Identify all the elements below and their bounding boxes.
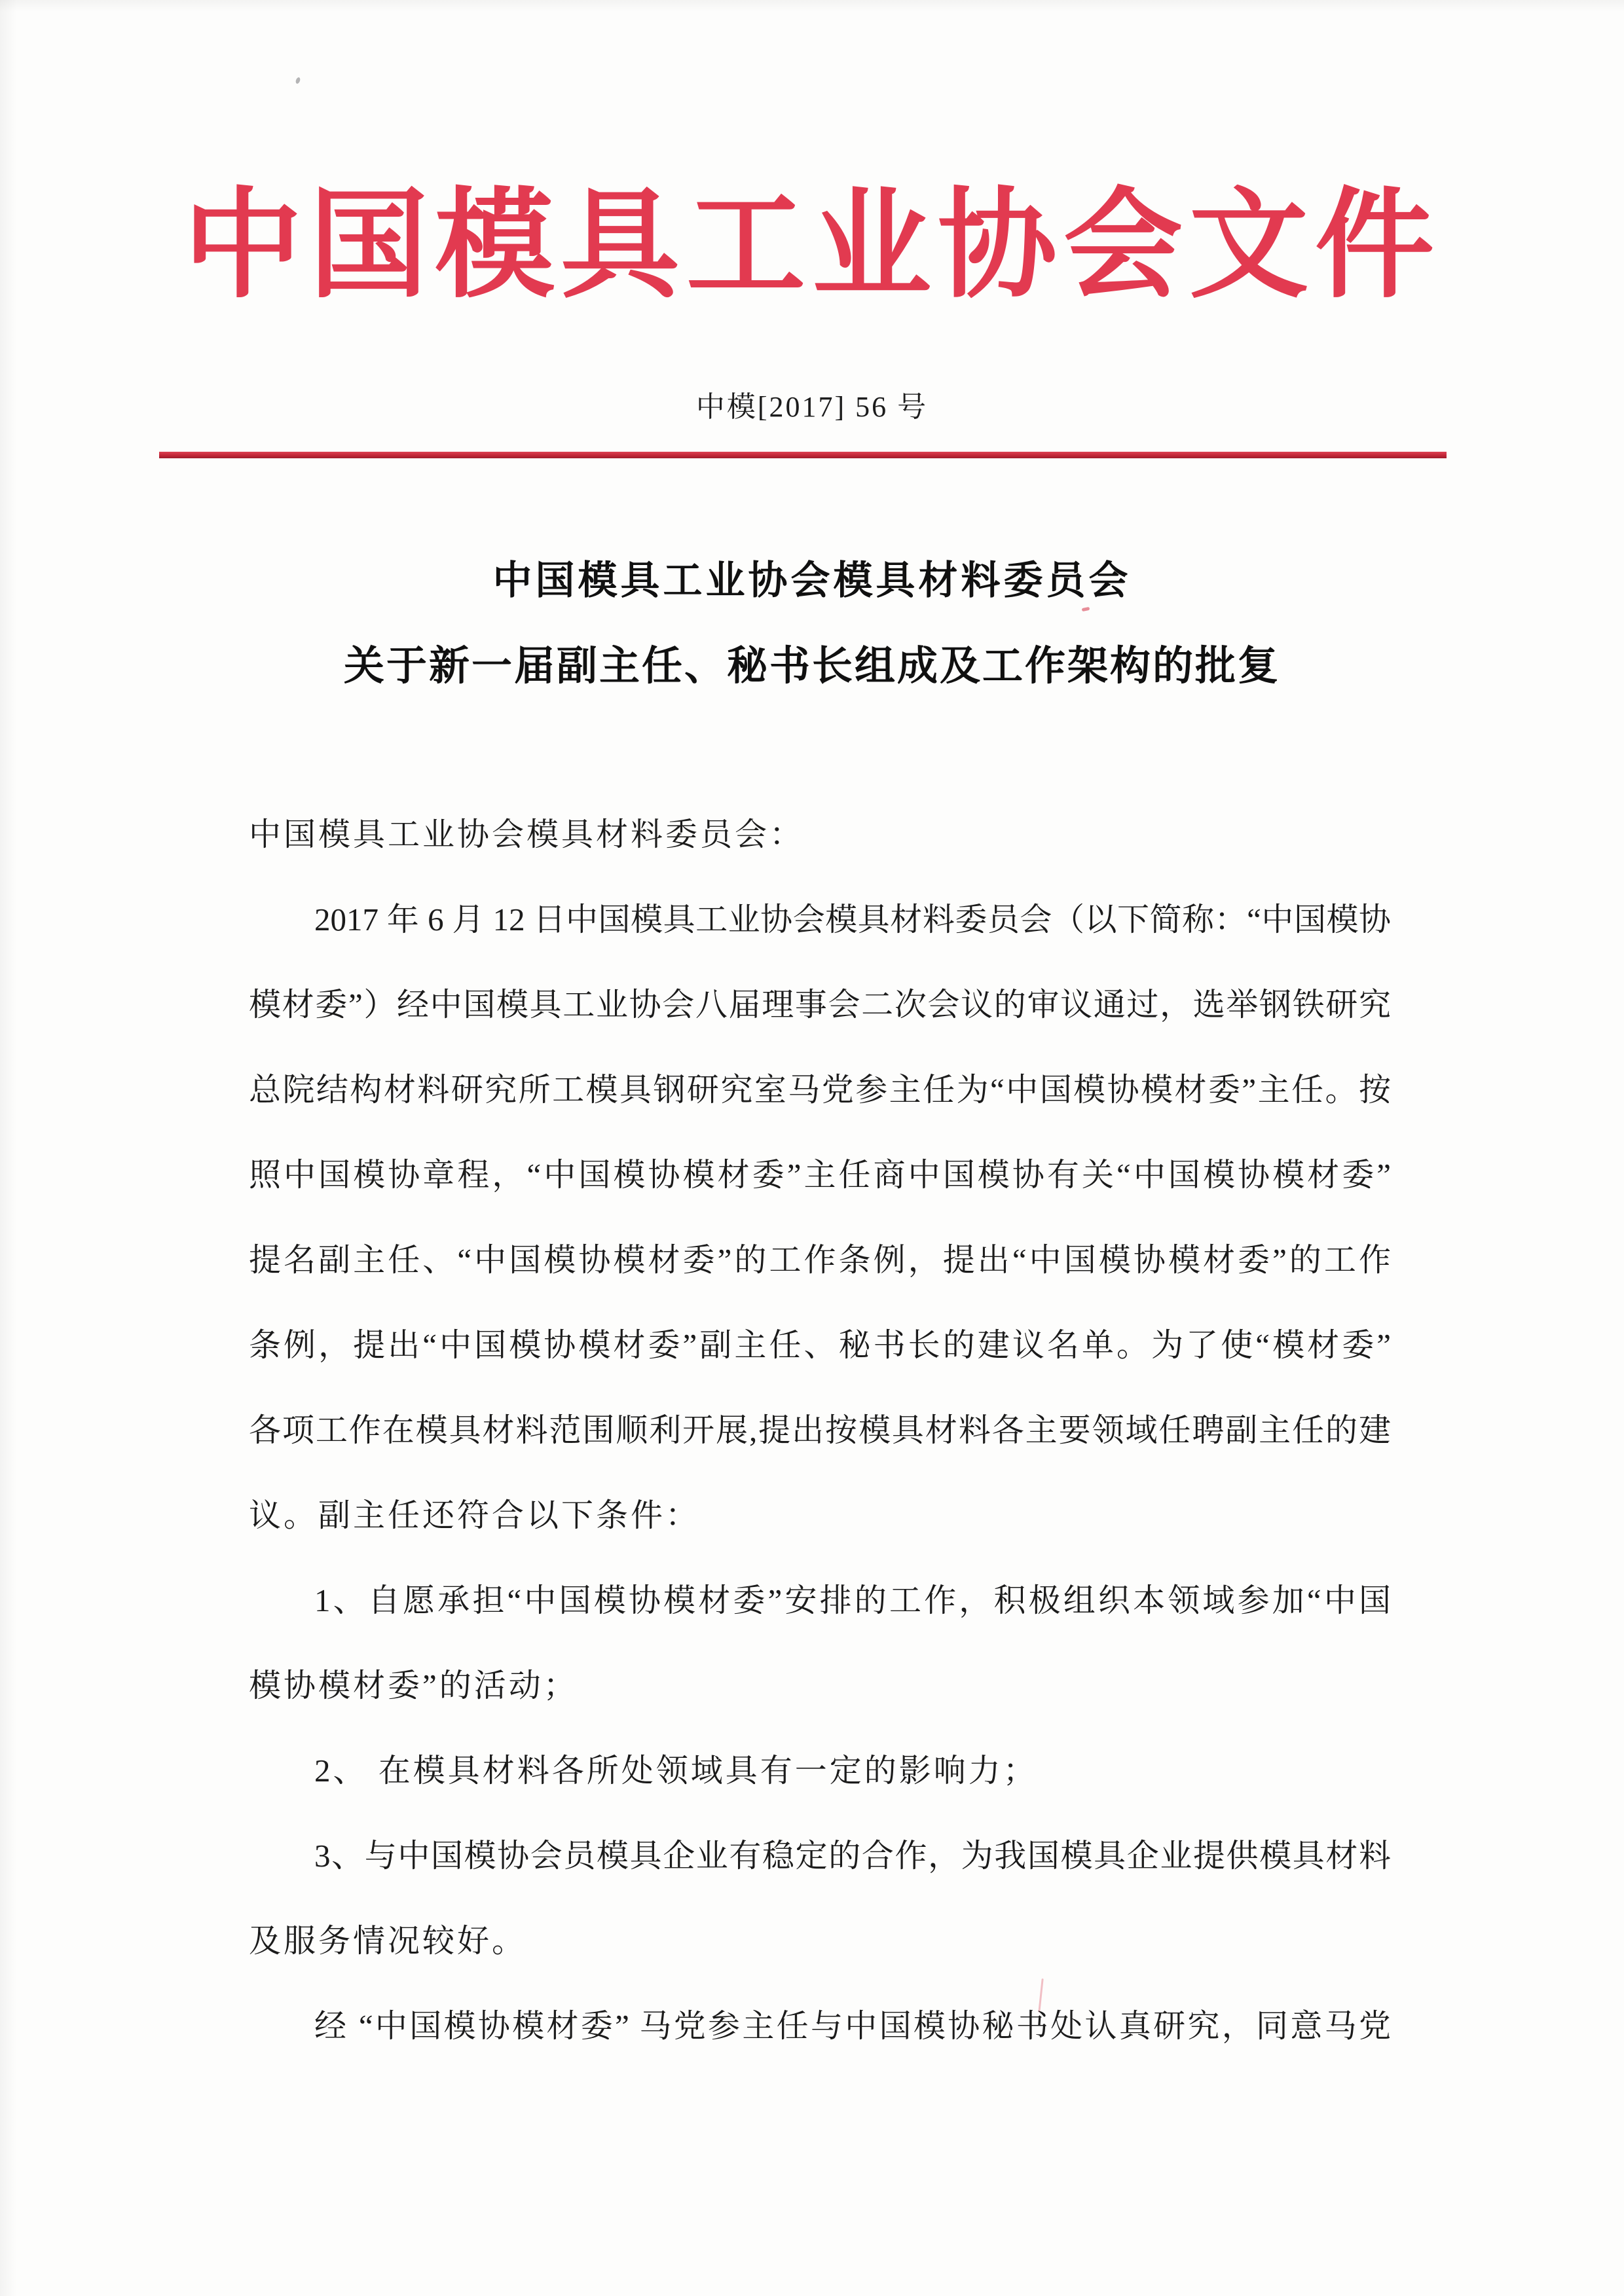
red-divider-line bbox=[159, 452, 1447, 458]
salutation-line: 中国模具工业协会模具材料委员会： bbox=[249, 816, 805, 852]
body-line: 议。副主任还符合以下条件： bbox=[249, 1497, 701, 1533]
body-line: 2017 年 6 月 12 日中国模具工业协会模具材料委员会（以下简称：“中国模协 bbox=[314, 902, 1391, 938]
body-line: 条例，提出“中国模协模材委”副主任、秘书长的建议名单。为了使“模材委” bbox=[249, 1327, 1391, 1363]
body-line: 及服务情况较好。 bbox=[249, 1923, 527, 1959]
body-line: 2、 在模具材料各所处领域具有一定的影响力； bbox=[314, 1753, 1038, 1789]
scan-edge-shade-top bbox=[0, 0, 1624, 12]
document-title-line2: 关于新一届副主任、秘书长组成及工作架构的批复 bbox=[343, 644, 1280, 689]
body-line: 提名副主任、“中国模协模材委”的工作条例，提出“中国模协模材委”的工作 bbox=[249, 1242, 1391, 1278]
letterhead-title: 中国模具工业协会文件 bbox=[183, 181, 1441, 312]
body-line: 总院结构材料研究所工模具钢研究室马党参主任为“中国模协模材委”主任。按 bbox=[249, 1072, 1391, 1108]
body-line: 各项工作在模具材料范围顺利开展,提出按模具材料各主要领域任聘副主任的建 bbox=[249, 1412, 1391, 1448]
body-line: 经 “中国模协模材委” 马党参主任与中国模协秘书处认真研究，同意马党 bbox=[314, 2008, 1391, 2044]
scan-edge-shade-left bbox=[0, 0, 17, 2296]
body-line: 模材委”）经中国模具工业协会八届理事会二次会议的审议通过，选举钢铁研究 bbox=[249, 987, 1391, 1023]
document-number: 中模[2017] 56 号 bbox=[695, 391, 929, 423]
body-line: 模协模材委”的活动； bbox=[249, 1667, 578, 1704]
document-body bbox=[249, 792, 1391, 2069]
body-line: 3、与中国模协会员模具企业有稳定的合作，为我国模具企业提供模具材料 bbox=[314, 1838, 1391, 1874]
document-title-line1: 中国模具工业协会模具材料委员会 bbox=[492, 558, 1132, 602]
body-line: 照中国模协章程，“中国模协模材委”主任商中国模协有关“中国模协模材委” bbox=[249, 1157, 1391, 1193]
body-line: 1、自愿承担“中国模协模材委”安排的工作，积极组织本领域参加“中国 bbox=[314, 1582, 1391, 1618]
scan-speck bbox=[295, 77, 301, 84]
scan-speck bbox=[1082, 607, 1090, 611]
